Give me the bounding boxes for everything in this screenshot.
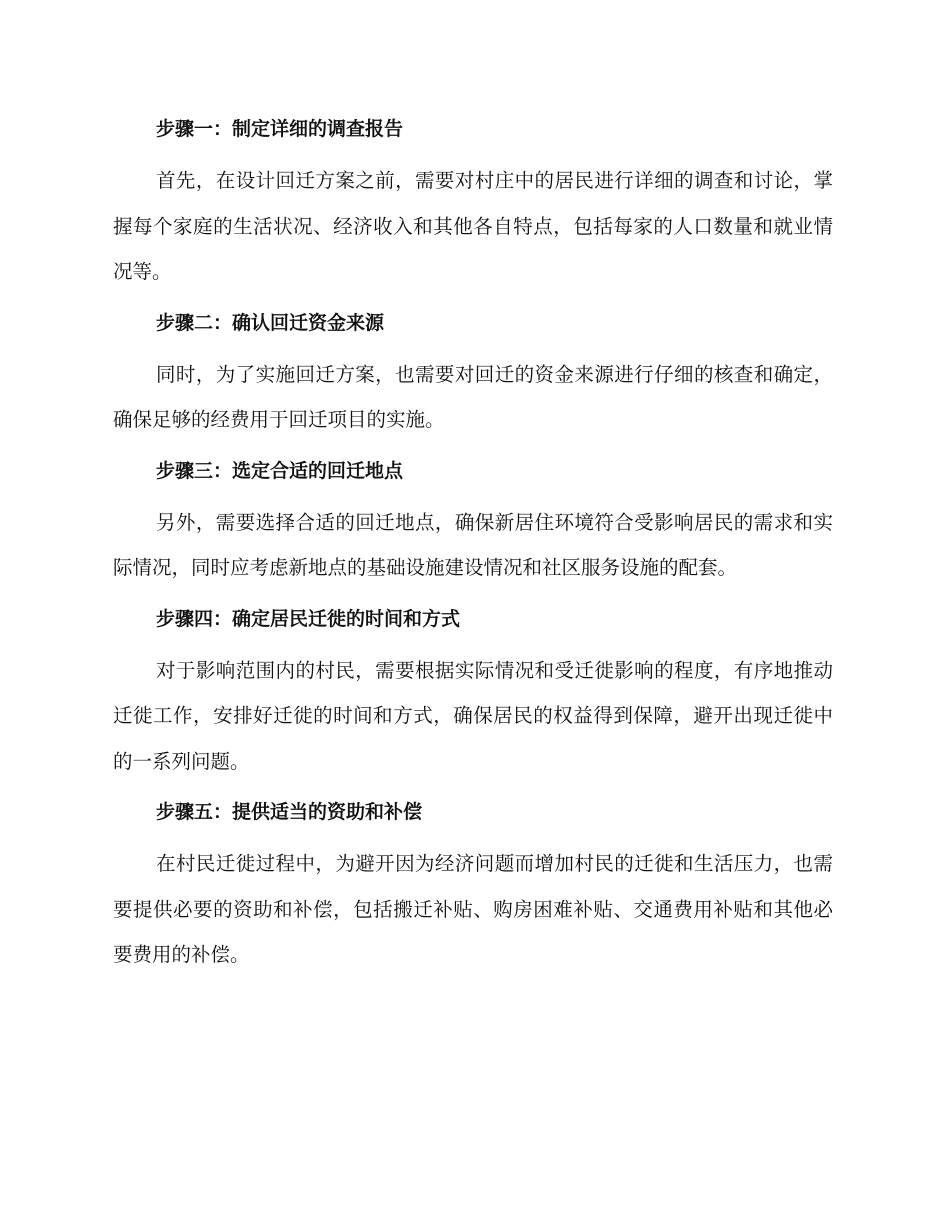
section-4 <box>113 602 833 785</box>
section-5 <box>113 795 833 978</box>
section-paragraph: 同时，为了实施回迁方案，也需要对回迁的资金来源进行仔细的核查和确定，确保足够的经费用于回迁项目的实施。 <box>113 362 833 431</box>
section-paragraph: 在村民迁徙过程中，为避开因为经济问题而增加村民的迁徙和生活压力，也需要提供必要的资助和补偿，包括搬迁补贴、购房困难补贴、交通费用补贴和其他必要费用的补偿。 <box>113 852 833 966</box>
section-paragraph: 另外，需要选择合适的回迁地点，确保新居住环境符合受影响居民的需求和实际情况，同时应考虑新地点的基础设施建设情况和社区服务设施的配套。 <box>113 510 833 579</box>
section-heading: 步骤四：确定居民迁徙的时间和方式 <box>156 607 461 630</box>
document-page <box>113 112 833 989</box>
section-paragraph: 对于影响范围内的村民，需要根据实际情况和受迁徙影响的程度，有序地推动迁徙工作，安排好迁徙的时间和方式，确保居民的权益得到保障，避开出现迁徙中的一系列问题。 <box>113 658 833 773</box>
section-3 <box>113 454 833 591</box>
section-heading: 步骤三：选定合适的回迁地点 <box>156 459 404 482</box>
section-heading: 步骤五：提供适当的资助和补偿 <box>156 801 423 823</box>
section-heading: 步骤二：确认回迁资金来源 <box>156 311 385 334</box>
section-paragraph: 首先，在设计回迁方案之前，需要对村庄中的居民进行详细的调查和讨论，掌握每个家庭的生活状况、经济收入和其他各自特点，包括每家的人口数量和就业情况等。 <box>113 169 833 283</box>
section-heading: 步骤一：制定详细的调查报告 <box>156 118 404 140</box>
section-2 <box>113 306 833 443</box>
section-1 <box>113 112 833 295</box>
